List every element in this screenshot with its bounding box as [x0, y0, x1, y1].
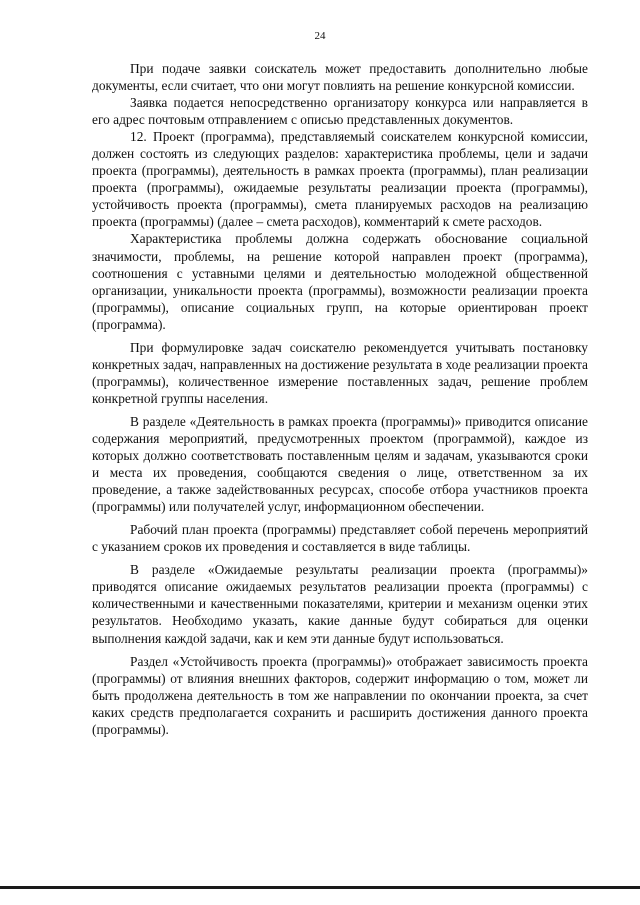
paragraph-project-sections: 12. Проект (программа), представляемый соискателем конкурсной комиссии, должен состоять из следующих разделов: характеристика проблемы, цели и задачи проекта (программы), деятельность в рамках проекта (программы), план реализации проекта (программы), ожидаемые результаты реализации проекта (программы), устойчивость проекта (программы), смета планируемых расходов на реализацию проекта (программы) (далее – смета расходов), комментарий к смете расходов. [92, 129, 588, 230]
paragraph-sustainability: Раздел «Устойчивость проекта (программы)» отображает зависимость проекта (программы) от влияния внешних факторов, содержит информацию о том, может ли быть продолжена деятельность в том же направлении по окончании проекта, за счет каких средств предполагается сохранить и расширить достижения данного проекта (программы). [92, 653, 588, 737]
paragraph-problem-description: Характеристика проблемы должна содержать обоснование социальной значимости, проблемы, на решение которой направлен проект (программа), соотношения с уставными целями и деятельностью молодежной общественной организации, уникальности проекта (программы), возможности реализации проекта (программы), описание социальных групп, на которые ориентирован проект (программа). [92, 231, 588, 332]
paragraph-work-plan: Рабочий план проекта (программы) представляет собой перечень мероприятий с указанием сроков их проведения и составляется в виде таблицы. [92, 522, 588, 555]
paragraph-activities-section: В разделе «Деятельность в рамках проекта (программы)» приводится описание содержания мероприятий, предусмотренных проектом (программой), каждое из которых должно соответствовать поставленным целям и задачам, указываются сроки и места их проведения, сообщаются сведения о лице, ответственном за их проведение, а также задействованных ресурсах, способе отбора участников проекта (программы) или получателей услуг, информационном обеспечении. [92, 413, 588, 515]
page-number: 24 [314, 30, 326, 42]
paragraph-application-submission: Заявка подается непосредственно организатору конкурса или направляется в его адрес почтовым отправлением с описью представленных документов. [92, 95, 588, 128]
paragraph-expected-results: В разделе «Ожидаемые результаты реализации проекта (программы)» приводятся описание ожидаемых результатов реализации проекта (программы) с количественными и качественными показателями, критерии и механизм оценки этих результатов. Необходимо указать, какие данные будут собираться для оценки выполнения каждой задачи, как и кем эти данные будут использоваться. [92, 562, 588, 646]
document-body [92, 60, 588, 744]
paragraph-additional-documents: При подаче заявки соискатель может предоставить дополнительно любые документы, если считает, что они могут повлиять на решение конкурсной комиссии. [92, 61, 588, 94]
bottom-rule [0, 886, 640, 889]
paragraph-task-formulation: При формулировке задач соискателю рекомендуется учитывать постановку конкретных задач, направленных на достижение результата в ходе реализации проекта (программы), количественное измерение поставленных задач, решение проблем конкретной группы населения. [92, 339, 588, 406]
